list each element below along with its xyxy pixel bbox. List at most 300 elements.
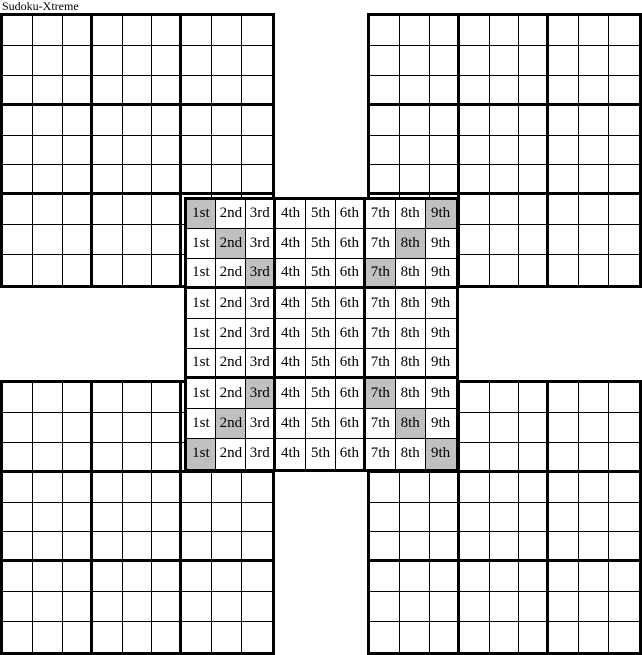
top-left-cell-r1c5[interactable]: [123, 16, 153, 46]
top-left-cell-r1c8[interactable]: [212, 16, 242, 46]
center-cell-r6c3[interactable]: 3rd: [246, 349, 276, 379]
bottom-left-cell-r4c6[interactable]: [152, 473, 182, 503]
center-cell-r8c2[interactable]: 2nd: [216, 409, 246, 439]
bottom-right-cell-r9c5[interactable]: [490, 622, 520, 652]
center-cell-r4c6[interactable]: 6th: [336, 289, 366, 319]
bottom-right-cell-r4c6[interactable]: [519, 473, 549, 503]
bottom-left-cell-r9c5[interactable]: [123, 622, 153, 652]
center-cell-r7c5[interactable]: 5th: [306, 379, 336, 409]
bottom-right-cell-r9c8[interactable]: [579, 622, 609, 652]
center-cell-r3c7[interactable]: 7th: [366, 259, 396, 289]
top-left-cell-r5c4[interactable]: [93, 136, 123, 166]
top-left-cell-r5c6[interactable]: [152, 136, 182, 166]
bottom-right-cell-r1c8[interactable]: [579, 383, 609, 413]
top-left-cell-r9c3[interactable]: [63, 255, 93, 285]
top-right-cell-r5c7[interactable]: [549, 136, 579, 166]
center-cell-r7c7[interactable]: 7th: [366, 379, 396, 409]
bottom-left-cell-r4c9[interactable]: [242, 473, 272, 503]
top-left-cell-r2c2[interactable]: [33, 46, 63, 76]
top-right-cell-r5c1[interactable]: [370, 136, 400, 166]
top-left-cell-r7c1[interactable]: [3, 195, 33, 225]
center-cell-r3c1[interactable]: 1st: [187, 259, 217, 289]
bottom-right-cell-r7c2[interactable]: [400, 562, 430, 592]
top-left-cell-r6c4[interactable]: [93, 165, 123, 195]
top-right-cell-r6c3[interactable]: [430, 165, 460, 195]
center-cell-r1c8[interactable]: 8th: [396, 200, 426, 230]
bottom-left-cell-r6c2[interactable]: [33, 532, 63, 562]
center-cell-r7c3[interactable]: 3rd: [246, 379, 276, 409]
top-right-cell-r7c4[interactable]: [460, 195, 490, 225]
center-cell-r5c2[interactable]: 2nd: [216, 319, 246, 349]
top-left-cell-r1c2[interactable]: [33, 16, 63, 46]
top-right-cell-r1c8[interactable]: [579, 16, 609, 46]
center-cell-r6c1[interactable]: 1st: [187, 349, 217, 379]
top-right-cell-r6c2[interactable]: [400, 165, 430, 195]
bottom-left-cell-r9c1[interactable]: [3, 622, 33, 652]
top-left-cell-r1c1[interactable]: [3, 16, 33, 46]
bottom-left-cell-r5c1[interactable]: [3, 503, 33, 533]
center-cell-r1c1[interactable]: 1st: [187, 200, 217, 230]
bottom-left-cell-r3c4[interactable]: [93, 443, 123, 473]
top-left-cell-r4c5[interactable]: [123, 106, 153, 136]
top-left-cell-r3c7[interactable]: [182, 76, 212, 106]
top-left-cell-r3c1[interactable]: [3, 76, 33, 106]
top-right-cell-r9c7[interactable]: [549, 255, 579, 285]
top-left-cell-r3c9[interactable]: [242, 76, 272, 106]
top-left-cell-r9c6[interactable]: [152, 255, 182, 285]
bottom-right-cell-r9c3[interactable]: [430, 622, 460, 652]
top-left-cell-r9c2[interactable]: [33, 255, 63, 285]
top-left-cell-r3c6[interactable]: [152, 76, 182, 106]
center-cell-r1c9[interactable]: 9th: [426, 200, 456, 230]
bottom-right-cell-r8c9[interactable]: [609, 592, 639, 622]
center-cell-r2c8[interactable]: 8th: [396, 229, 426, 259]
center-cell-r6c9[interactable]: 9th: [426, 349, 456, 379]
top-right-cell-r9c6[interactable]: [519, 255, 549, 285]
bottom-left-cell-r6c9[interactable]: [242, 532, 272, 562]
top-right-cell-r9c9[interactable]: [609, 255, 639, 285]
bottom-left-cell-r7c7[interactable]: [182, 562, 212, 592]
bottom-right-cell-r8c4[interactable]: [460, 592, 490, 622]
center-cell-r8c9[interactable]: 9th: [426, 409, 456, 439]
bottom-right-cell-r7c1[interactable]: [370, 562, 400, 592]
bottom-left-cell-r6c6[interactable]: [152, 532, 182, 562]
top-left-cell-r5c3[interactable]: [63, 136, 93, 166]
top-left-cell-r7c3[interactable]: [63, 195, 93, 225]
top-left-cell-r1c3[interactable]: [63, 16, 93, 46]
top-right-cell-r4c9[interactable]: [609, 106, 639, 136]
bottom-left-cell-r5c5[interactable]: [123, 503, 153, 533]
center-cell-r6c2[interactable]: 2nd: [216, 349, 246, 379]
bottom-right-cell-r1c4[interactable]: [460, 383, 490, 413]
top-right-cell-r5c4[interactable]: [460, 136, 490, 166]
bottom-right-cell-r2c5[interactable]: [490, 413, 520, 443]
center-cell-r2c1[interactable]: 1st: [187, 229, 217, 259]
center-cell-r8c5[interactable]: 5th: [306, 409, 336, 439]
bottom-left-cell-r3c5[interactable]: [123, 443, 153, 473]
top-right-cell-r5c6[interactable]: [519, 136, 549, 166]
top-right-cell-r3c5[interactable]: [490, 76, 520, 106]
top-right-cell-r2c5[interactable]: [490, 46, 520, 76]
bottom-right-cell-r6c6[interactable]: [519, 532, 549, 562]
center-cell-r5c9[interactable]: 9th: [426, 319, 456, 349]
top-right-cell-r1c3[interactable]: [430, 16, 460, 46]
top-left-cell-r6c6[interactable]: [152, 165, 182, 195]
bottom-right-cell-r6c3[interactable]: [430, 532, 460, 562]
top-left-cell-r6c2[interactable]: [33, 165, 63, 195]
bottom-left-cell-r7c5[interactable]: [123, 562, 153, 592]
top-left-cell-r2c8[interactable]: [212, 46, 242, 76]
center-cell-r8c1[interactable]: 1st: [187, 409, 217, 439]
bottom-left-cell-r6c7[interactable]: [182, 532, 212, 562]
bottom-left-cell-r5c7[interactable]: [182, 503, 212, 533]
bottom-left-cell-r1c5[interactable]: [123, 383, 153, 413]
center-cell-r9c3[interactable]: 3rd: [246, 439, 276, 469]
bottom-left-cell-r7c2[interactable]: [33, 562, 63, 592]
bottom-left-cell-r9c9[interactable]: [242, 622, 272, 652]
top-left-cell-r2c9[interactable]: [242, 46, 272, 76]
bottom-left-cell-r4c7[interactable]: [182, 473, 212, 503]
center-cell-r9c1[interactable]: 1st: [187, 439, 217, 469]
center-cell-r8c3[interactable]: 3rd: [246, 409, 276, 439]
top-right-cell-r2c8[interactable]: [579, 46, 609, 76]
bottom-left-cell-r1c6[interactable]: [152, 383, 182, 413]
top-right-cell-r2c7[interactable]: [549, 46, 579, 76]
bottom-right-cell-r1c7[interactable]: [549, 383, 579, 413]
top-right-cell-r3c3[interactable]: [430, 76, 460, 106]
top-left-cell-r9c4[interactable]: [93, 255, 123, 285]
top-left-cell-r9c1[interactable]: [3, 255, 33, 285]
center-cell-r6c6[interactable]: 6th: [336, 349, 366, 379]
top-left-cell-r8c4[interactable]: [93, 225, 123, 255]
top-right-cell-r6c8[interactable]: [579, 165, 609, 195]
center-cell-r2c9[interactable]: 9th: [426, 229, 456, 259]
center-cell-r6c7[interactable]: 7th: [366, 349, 396, 379]
bottom-left-cell-r4c5[interactable]: [123, 473, 153, 503]
bottom-right-cell-r6c8[interactable]: [579, 532, 609, 562]
bottom-right-cell-r5c5[interactable]: [490, 503, 520, 533]
center-cell-r3c2[interactable]: 2nd: [216, 259, 246, 289]
top-right-cell-r3c9[interactable]: [609, 76, 639, 106]
center-cell-r9c2[interactable]: 2nd: [216, 439, 246, 469]
bottom-right-cell-r8c3[interactable]: [430, 592, 460, 622]
bottom-right-cell-r1c5[interactable]: [490, 383, 520, 413]
top-right-cell-r6c6[interactable]: [519, 165, 549, 195]
top-right-cell-r3c6[interactable]: [519, 76, 549, 106]
bottom-left-cell-r1c4[interactable]: [93, 383, 123, 413]
top-left-cell-r4c8[interactable]: [212, 106, 242, 136]
bottom-right-cell-r3c6[interactable]: [519, 443, 549, 473]
top-left-cell-r6c3[interactable]: [63, 165, 93, 195]
top-right-cell-r3c2[interactable]: [400, 76, 430, 106]
top-right-cell-r3c4[interactable]: [460, 76, 490, 106]
top-right-cell-r4c4[interactable]: [460, 106, 490, 136]
bottom-left-cell-r1c1[interactable]: [3, 383, 33, 413]
top-left-cell-r3c2[interactable]: [33, 76, 63, 106]
bottom-right-cell-r5c2[interactable]: [400, 503, 430, 533]
bottom-right-cell-r8c7[interactable]: [549, 592, 579, 622]
top-left-cell-r6c5[interactable]: [123, 165, 153, 195]
top-right-cell-r6c4[interactable]: [460, 165, 490, 195]
top-right-cell-r8c7[interactable]: [549, 225, 579, 255]
top-right-cell-r2c2[interactable]: [400, 46, 430, 76]
top-left-cell-r4c7[interactable]: [182, 106, 212, 136]
bottom-left-cell-r6c8[interactable]: [212, 532, 242, 562]
center-cell-r8c4[interactable]: 4th: [276, 409, 306, 439]
bottom-right-cell-r7c3[interactable]: [430, 562, 460, 592]
center-cell-r4c2[interactable]: 2nd: [216, 289, 246, 319]
top-right-cell-r2c1[interactable]: [370, 46, 400, 76]
bottom-left-cell-r4c4[interactable]: [93, 473, 123, 503]
bottom-right-cell-r4c2[interactable]: [400, 473, 430, 503]
bottom-right-cell-r3c7[interactable]: [549, 443, 579, 473]
top-right-cell-r1c7[interactable]: [549, 16, 579, 46]
top-right-cell-r1c4[interactable]: [460, 16, 490, 46]
bottom-right-cell-r5c8[interactable]: [579, 503, 609, 533]
top-right-cell-r6c1[interactable]: [370, 165, 400, 195]
center-cell-r5c4[interactable]: 4th: [276, 319, 306, 349]
top-left-cell-r4c3[interactable]: [63, 106, 93, 136]
bottom-left-cell-r6c3[interactable]: [63, 532, 93, 562]
bottom-left-cell-r9c3[interactable]: [63, 622, 93, 652]
center-cell-r1c6[interactable]: 6th: [336, 200, 366, 230]
top-left-cell-r2c7[interactable]: [182, 46, 212, 76]
bottom-right-cell-r9c7[interactable]: [549, 622, 579, 652]
bottom-left-cell-r8c4[interactable]: [93, 592, 123, 622]
center-cell-r5c6[interactable]: 6th: [336, 319, 366, 349]
bottom-right-cell-r5c1[interactable]: [370, 503, 400, 533]
center-cell-r1c3[interactable]: 3rd: [246, 200, 276, 230]
bottom-right-cell-r3c8[interactable]: [579, 443, 609, 473]
bottom-left-cell-r8c3[interactable]: [63, 592, 93, 622]
bottom-right-cell-r7c6[interactable]: [519, 562, 549, 592]
center-cell-r9c6[interactable]: 6th: [336, 439, 366, 469]
bottom-left-cell-r2c3[interactable]: [63, 413, 93, 443]
center-cell-r2c6[interactable]: 6th: [336, 229, 366, 259]
top-right-cell-r4c6[interactable]: [519, 106, 549, 136]
top-left-cell-r2c1[interactable]: [3, 46, 33, 76]
top-right-cell-r3c7[interactable]: [549, 76, 579, 106]
top-right-cell-r4c8[interactable]: [579, 106, 609, 136]
bottom-right-cell-r4c1[interactable]: [370, 473, 400, 503]
top-left-cell-r5c7[interactable]: [182, 136, 212, 166]
bottom-right-cell-r2c7[interactable]: [549, 413, 579, 443]
top-right-cell-r4c1[interactable]: [370, 106, 400, 136]
bottom-left-cell-r4c8[interactable]: [212, 473, 242, 503]
top-left-cell-r4c9[interactable]: [242, 106, 272, 136]
top-left-cell-r5c9[interactable]: [242, 136, 272, 166]
top-left-cell-r5c2[interactable]: [33, 136, 63, 166]
center-cell-r7c6[interactable]: 6th: [336, 379, 366, 409]
top-right-cell-r4c3[interactable]: [430, 106, 460, 136]
bottom-left-cell-r4c3[interactable]: [63, 473, 93, 503]
center-cell-r5c5[interactable]: 5th: [306, 319, 336, 349]
center-cell-r7c2[interactable]: 2nd: [216, 379, 246, 409]
top-left-cell-r4c1[interactable]: [3, 106, 33, 136]
top-left-cell-r7c2[interactable]: [33, 195, 63, 225]
bottom-left-cell-r7c3[interactable]: [63, 562, 93, 592]
center-cell-r6c8[interactable]: 8th: [396, 349, 426, 379]
center-cell-r1c4[interactable]: 4th: [276, 200, 306, 230]
bottom-left-cell-r5c9[interactable]: [242, 503, 272, 533]
bottom-left-cell-r8c7[interactable]: [182, 592, 212, 622]
top-left-cell-r6c8[interactable]: [212, 165, 242, 195]
top-right-cell-r9c5[interactable]: [490, 255, 520, 285]
top-left-cell-r3c4[interactable]: [93, 76, 123, 106]
top-right-cell-r9c4[interactable]: [460, 255, 490, 285]
bottom-right-cell-r4c3[interactable]: [430, 473, 460, 503]
top-right-cell-r9c8[interactable]: [579, 255, 609, 285]
top-left-cell-r7c6[interactable]: [152, 195, 182, 225]
top-left-cell-r1c9[interactable]: [242, 16, 272, 46]
center-cell-r5c8[interactable]: 8th: [396, 319, 426, 349]
center-cell-r8c6[interactable]: 6th: [336, 409, 366, 439]
top-left-cell-r8c5[interactable]: [123, 225, 153, 255]
top-left-cell-r9c5[interactable]: [123, 255, 153, 285]
bottom-right-cell-r5c4[interactable]: [460, 503, 490, 533]
bottom-right-cell-r9c9[interactable]: [609, 622, 639, 652]
top-left-cell-r4c6[interactable]: [152, 106, 182, 136]
top-right-cell-r4c7[interactable]: [549, 106, 579, 136]
center-cell-r4c1[interactable]: 1st: [187, 289, 217, 319]
center-cell-r8c7[interactable]: 7th: [366, 409, 396, 439]
bottom-right-cell-r2c9[interactable]: [609, 413, 639, 443]
center-cell-r4c4[interactable]: 4th: [276, 289, 306, 319]
top-left-cell-r4c2[interactable]: [33, 106, 63, 136]
top-left-cell-r6c1[interactable]: [3, 165, 33, 195]
bottom-right-cell-r1c9[interactable]: [609, 383, 639, 413]
top-left-cell-r2c3[interactable]: [63, 46, 93, 76]
bottom-left-cell-r7c6[interactable]: [152, 562, 182, 592]
center-cell-r4c7[interactable]: 7th: [366, 289, 396, 319]
bottom-right-cell-r6c5[interactable]: [490, 532, 520, 562]
top-right-cell-r8c5[interactable]: [490, 225, 520, 255]
top-left-cell-r6c7[interactable]: [182, 165, 212, 195]
bottom-right-cell-r9c6[interactable]: [519, 622, 549, 652]
center-cell-r1c2[interactable]: 2nd: [216, 200, 246, 230]
top-right-cell-r7c7[interactable]: [549, 195, 579, 225]
bottom-left-cell-r9c2[interactable]: [33, 622, 63, 652]
bottom-right-cell-r3c4[interactable]: [460, 443, 490, 473]
bottom-left-cell-r8c2[interactable]: [33, 592, 63, 622]
top-right-cell-r1c9[interactable]: [609, 16, 639, 46]
bottom-left-cell-r2c6[interactable]: [152, 413, 182, 443]
bottom-left-cell-r7c8[interactable]: [212, 562, 242, 592]
top-left-cell-r3c5[interactable]: [123, 76, 153, 106]
bottom-right-cell-r7c5[interactable]: [490, 562, 520, 592]
bottom-right-cell-r1c6[interactable]: [519, 383, 549, 413]
center-cell-r4c8[interactable]: 8th: [396, 289, 426, 319]
bottom-left-cell-r8c5[interactable]: [123, 592, 153, 622]
center-cell-r4c9[interactable]: 9th: [426, 289, 456, 319]
center-cell-r9c5[interactable]: 5th: [306, 439, 336, 469]
center-cell-r9c4[interactable]: 4th: [276, 439, 306, 469]
bottom-left-cell-r1c2[interactable]: [33, 383, 63, 413]
bottom-right-cell-r4c8[interactable]: [579, 473, 609, 503]
bottom-right-cell-r4c4[interactable]: [460, 473, 490, 503]
center-cell-r4c5[interactable]: 5th: [306, 289, 336, 319]
top-right-cell-r1c5[interactable]: [490, 16, 520, 46]
bottom-right-cell-r2c6[interactable]: [519, 413, 549, 443]
top-right-cell-r4c5[interactable]: [490, 106, 520, 136]
bottom-right-cell-r6c4[interactable]: [460, 532, 490, 562]
top-right-cell-r7c9[interactable]: [609, 195, 639, 225]
bottom-left-cell-r9c4[interactable]: [93, 622, 123, 652]
bottom-left-cell-r3c3[interactable]: [63, 443, 93, 473]
center-cell-r5c1[interactable]: 1st: [187, 319, 217, 349]
bottom-left-cell-r5c2[interactable]: [33, 503, 63, 533]
center-cell-r3c3[interactable]: 3rd: [246, 259, 276, 289]
top-right-cell-r8c6[interactable]: [519, 225, 549, 255]
bottom-left-cell-r3c2[interactable]: [33, 443, 63, 473]
bottom-right-cell-r6c2[interactable]: [400, 532, 430, 562]
bottom-right-cell-r8c2[interactable]: [400, 592, 430, 622]
top-left-cell-r1c4[interactable]: [93, 16, 123, 46]
top-left-cell-r2c5[interactable]: [123, 46, 153, 76]
top-right-cell-r3c1[interactable]: [370, 76, 400, 106]
bottom-left-cell-r5c3[interactable]: [63, 503, 93, 533]
bottom-left-cell-r5c6[interactable]: [152, 503, 182, 533]
bottom-right-cell-r6c1[interactable]: [370, 532, 400, 562]
center-cell-r1c5[interactable]: 5th: [306, 200, 336, 230]
top-left-cell-r1c7[interactable]: [182, 16, 212, 46]
bottom-left-cell-r6c5[interactable]: [123, 532, 153, 562]
top-right-cell-r5c2[interactable]: [400, 136, 430, 166]
top-left-cell-r3c8[interactable]: [212, 76, 242, 106]
top-right-cell-r5c8[interactable]: [579, 136, 609, 166]
center-cell-r3c4[interactable]: 4th: [276, 259, 306, 289]
top-left-cell-r8c6[interactable]: [152, 225, 182, 255]
top-right-cell-r2c9[interactable]: [609, 46, 639, 76]
top-left-cell-r4c4[interactable]: [93, 106, 123, 136]
top-right-cell-r2c6[interactable]: [519, 46, 549, 76]
bottom-right-cell-r9c4[interactable]: [460, 622, 490, 652]
bottom-left-cell-r4c1[interactable]: [3, 473, 33, 503]
top-right-cell-r2c4[interactable]: [460, 46, 490, 76]
center-cell-r2c4[interactable]: 4th: [276, 229, 306, 259]
bottom-right-cell-r5c7[interactable]: [549, 503, 579, 533]
bottom-right-cell-r2c4[interactable]: [460, 413, 490, 443]
bottom-left-cell-r6c1[interactable]: [3, 532, 33, 562]
bottom-right-cell-r8c5[interactable]: [490, 592, 520, 622]
bottom-right-cell-r9c1[interactable]: [370, 622, 400, 652]
bottom-right-cell-r6c9[interactable]: [609, 532, 639, 562]
bottom-right-cell-r7c9[interactable]: [609, 562, 639, 592]
center-cell-r9c8[interactable]: 8th: [396, 439, 426, 469]
center-cell-r7c9[interactable]: 9th: [426, 379, 456, 409]
top-right-cell-r8c4[interactable]: [460, 225, 490, 255]
bottom-right-cell-r5c6[interactable]: [519, 503, 549, 533]
bottom-right-cell-r7c7[interactable]: [549, 562, 579, 592]
bottom-right-cell-r5c9[interactable]: [609, 503, 639, 533]
center-cell-r1c7[interactable]: 7th: [366, 200, 396, 230]
top-right-cell-r2c3[interactable]: [430, 46, 460, 76]
center-cell-r3c8[interactable]: 8th: [396, 259, 426, 289]
center-cell-r9c9[interactable]: 9th: [426, 439, 456, 469]
top-right-cell-r1c1[interactable]: [370, 16, 400, 46]
bottom-right-cell-r3c5[interactable]: [490, 443, 520, 473]
center-cell-r2c7[interactable]: 7th: [366, 229, 396, 259]
bottom-left-cell-r2c2[interactable]: [33, 413, 63, 443]
top-left-cell-r7c5[interactable]: [123, 195, 153, 225]
top-right-cell-r1c2[interactable]: [400, 16, 430, 46]
bottom-left-cell-r7c9[interactable]: [242, 562, 272, 592]
bottom-right-cell-r6c7[interactable]: [549, 532, 579, 562]
bottom-left-cell-r7c1[interactable]: [3, 562, 33, 592]
center-cell-r5c7[interactable]: 7th: [366, 319, 396, 349]
bottom-right-cell-r8c6[interactable]: [519, 592, 549, 622]
bottom-left-cell-r8c8[interactable]: [212, 592, 242, 622]
